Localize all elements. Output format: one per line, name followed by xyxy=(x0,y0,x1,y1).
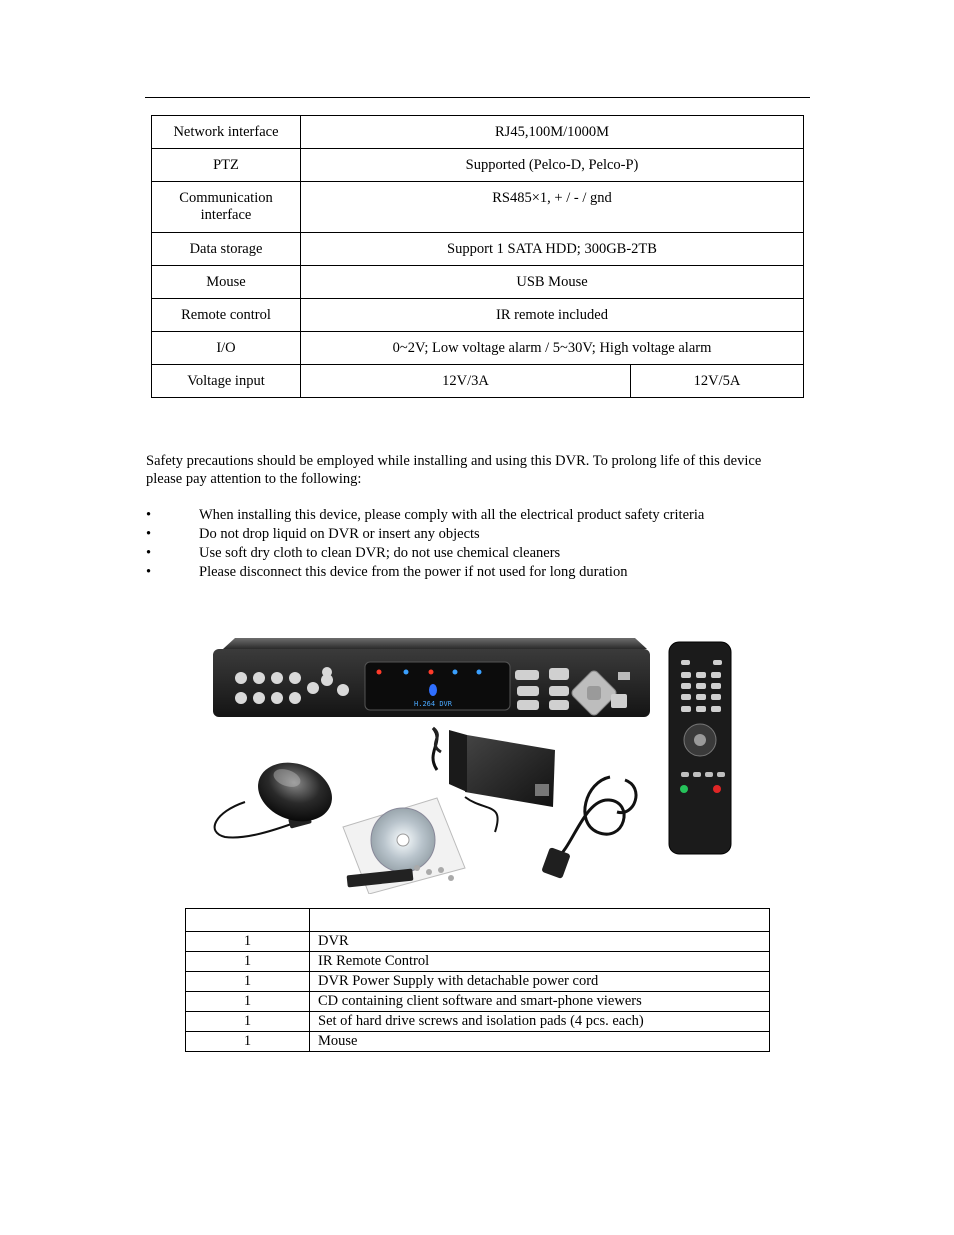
dvr-display-text: H.264 DVR xyxy=(414,700,452,708)
table-row xyxy=(186,992,770,1012)
qty-cell: 1 xyxy=(186,1012,310,1032)
package-contents-table xyxy=(185,908,770,1052)
usb-mouse xyxy=(215,753,341,838)
table-header-row xyxy=(186,909,770,932)
spec-row xyxy=(152,116,804,149)
header-qty xyxy=(186,909,310,932)
spec-row xyxy=(152,182,804,233)
spec-label: I/O xyxy=(152,332,301,365)
bullet-icon: • xyxy=(146,545,152,561)
spec-label: Voltage input xyxy=(152,365,301,398)
power-cord xyxy=(541,777,636,879)
ir-remote xyxy=(669,642,731,854)
spec-label: Network interface xyxy=(152,116,301,149)
spec-table xyxy=(151,115,804,398)
spec-label: Data storage xyxy=(152,233,301,266)
spec-value-3a: 12V/3A xyxy=(301,365,631,398)
spec-row xyxy=(152,149,804,182)
bullet-icon: • xyxy=(146,564,152,580)
dvr-unit xyxy=(213,638,650,717)
spec-value: 0~2V; Low voltage alarm / 5~30V; High voltage alarm xyxy=(301,332,804,365)
spec-label: Communication interface xyxy=(152,182,301,233)
header-item xyxy=(310,909,770,932)
table-row xyxy=(186,952,770,972)
safety-intro: Safety precautions should be employed while installing and using this DVR. To prolong life of this device please pay attention to the following: xyxy=(146,453,762,487)
package-contents-photo xyxy=(205,632,740,894)
qty-cell: 1 xyxy=(186,952,310,972)
table-row xyxy=(186,1012,770,1032)
item-cell: CD containing client software and smart-phone viewers xyxy=(310,992,770,1012)
spec-value: USB Mouse xyxy=(301,266,804,299)
item-cell: IR Remote Control xyxy=(310,952,770,972)
item-cell: DVR xyxy=(310,932,770,952)
spec-row xyxy=(152,365,804,398)
spec-value: Supported (Pelco-D, Pelco-P) xyxy=(301,149,804,182)
spec-row xyxy=(152,266,804,299)
list-item: • When installing this device, please comply with all the electrical product safety criteria xyxy=(146,507,705,523)
spec-label: Mouse xyxy=(152,266,301,299)
table-row xyxy=(186,932,770,952)
safety-list xyxy=(146,506,806,582)
spec-value: RJ45,100M/1000M xyxy=(301,116,804,149)
item-cell: DVR Power Supply with detachable power cord xyxy=(310,972,770,992)
spec-row xyxy=(152,332,804,365)
qty-cell: 1 xyxy=(186,932,310,952)
header-rule xyxy=(145,97,810,98)
table-row xyxy=(186,972,770,992)
list-item: • Please disconnect this device from the power if not used for long duration xyxy=(146,564,628,580)
spec-row xyxy=(152,299,804,332)
bullet-icon: • xyxy=(146,526,152,542)
table-row xyxy=(186,1032,770,1052)
qty-cell: 1 xyxy=(186,1032,310,1052)
item-cell: Set of hard drive screws and isolation pads (4 pcs. each) xyxy=(310,1012,770,1032)
spec-row xyxy=(152,233,804,266)
list-item: • Do not drop liquid on DVR or insert any objects xyxy=(146,526,480,542)
spec-label: PTZ xyxy=(152,149,301,182)
spec-value: Support 1 SATA HDD; 300GB-2TB xyxy=(301,233,804,266)
item-cell: Mouse xyxy=(310,1032,770,1052)
spec-value-5a: 12V/5A xyxy=(631,365,804,398)
spec-value: RS485×1, + / - / gnd xyxy=(301,182,804,233)
spec-value: IR remote included xyxy=(301,299,804,332)
qty-cell: 1 xyxy=(186,992,310,1012)
qty-cell: 1 xyxy=(186,972,310,992)
bullet-icon: • xyxy=(146,507,152,523)
list-item: • Use soft dry cloth to clean DVR; do not use chemical cleaners xyxy=(146,545,561,561)
spec-label: Remote control xyxy=(152,299,301,332)
power-supply xyxy=(433,728,555,832)
